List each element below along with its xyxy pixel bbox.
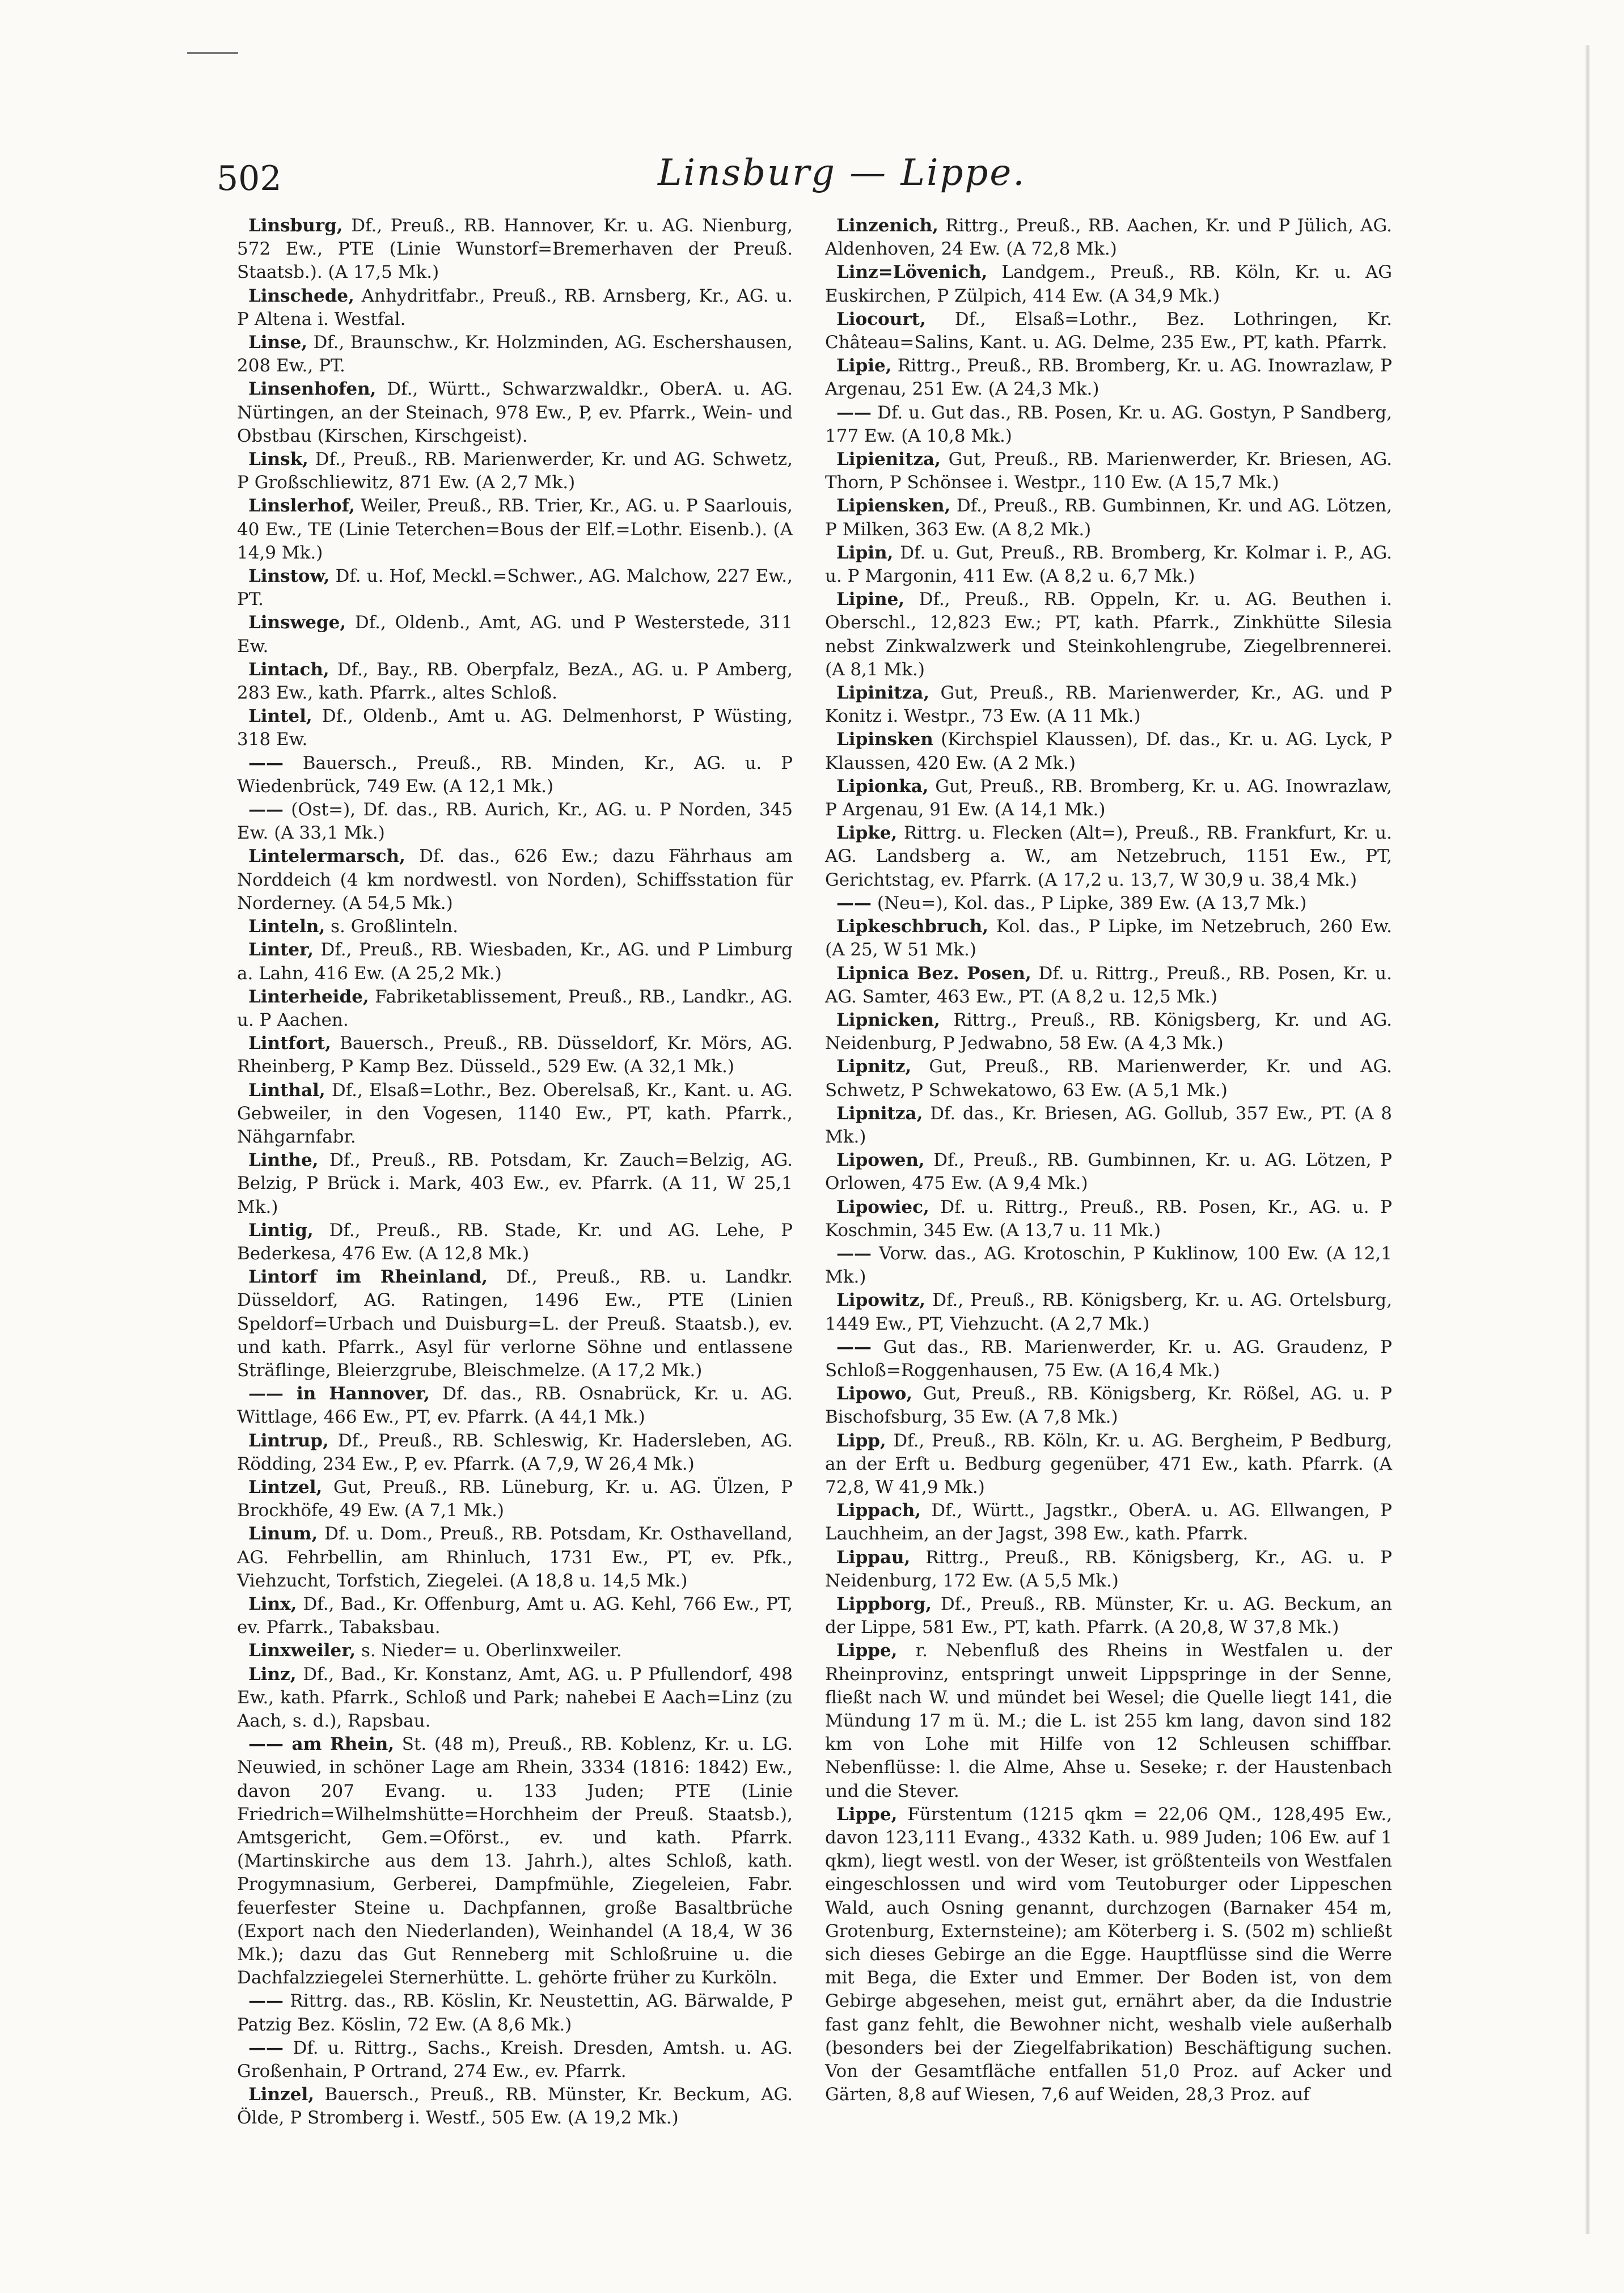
entry-text: s. Nieder= u. Oberlinxweiler. bbox=[356, 1640, 622, 1661]
entry-headword: Lipke, bbox=[836, 823, 898, 844]
entry-headword: Linteln, bbox=[248, 916, 325, 937]
dictionary-entry bbox=[825, 401, 1392, 448]
entry-text: Df., Bad., Kr. Offenburg, Amt u. AG. Kehl, 766 Ew., PT, ev. Pfarrk., Tabaksbau. bbox=[237, 1593, 793, 1638]
dictionary-entry bbox=[825, 1639, 1392, 1803]
entry-text: Df. u. Rittrg., Preuß., RB. Posen, Kr. u. AG. Samter, 463 Ew., PT. (A 8,2 u. 12,5 Mk.) bbox=[825, 963, 1392, 1007]
entry-text: Df., Preuß., RB. Hannover, Kr. u. AG. Nienburg, 572 Ew., PTE (Linie Wunstorf=Bremerhaven der Preuß. Staatsb.). (A 17,5 Mk.) bbox=[237, 215, 793, 283]
dictionary-entry bbox=[237, 1382, 793, 1429]
page-number: 502 bbox=[217, 159, 282, 198]
dictionary-entry bbox=[825, 1336, 1392, 1382]
dictionary-entry bbox=[825, 354, 1392, 401]
top-rule bbox=[187, 52, 238, 54]
dictionary-entry bbox=[237, 915, 793, 938]
entry-text: Anhydritfabr., Preuß., RB. Arnsberg, Kr., AG. u. P Altena i. Westfal. bbox=[237, 285, 793, 329]
entry-text: Df., Preuß., RB. u. Landkr. Düsseldorf, AG. Ratingen, 1496 Ew., PTE (Linien Speldorf=Urbach und Duisburg=L. der Preuß. Staatsb.), ev. und kath. Pfarrk., Asyl für verlorne Söhne und entlassene Sträflinge, Bleierzgrube, Bleischmelze. (A 17,2 Mk.) bbox=[237, 1267, 793, 1381]
dictionary-entry bbox=[237, 494, 793, 565]
entry-text: Df. das., 626 Ew.; dazu Fährhaus am Norddeich (4 km nordwestl. von Norden), Schiffsstation für Norderney. (A 54,5 Mk.) bbox=[237, 846, 793, 913]
entry-headword: —— bbox=[248, 1991, 284, 2012]
entry-headword: Lippach, bbox=[836, 1500, 921, 1521]
entry-headword: Lipine, bbox=[836, 589, 905, 610]
entry-headword: Linsk, bbox=[248, 449, 308, 470]
entry-headword: Lipowen, bbox=[836, 1150, 925, 1171]
entry-text: Df. das., RB. Osnabrück, Kr. u. AG. Wittlage, 466 Ew., PT, ev. Pfarrk. (A 44,1 Mk.) bbox=[237, 1384, 793, 1428]
entry-text: Rittrg., Preuß., RB. Königsberg, Kr. und AG. Neidenburg, P Jedwabno, 58 Ew. (A 4,3 Mk.) bbox=[825, 1009, 1392, 1054]
entry-text: (Neu=), Kol. das., P Lipke, 389 Ew. (A 13,7 Mk.) bbox=[872, 892, 1307, 913]
dictionary-entry bbox=[237, 705, 793, 751]
entry-headword: Lipinitza, bbox=[836, 683, 930, 704]
entry-text: Bauersch., Preuß., RB. Düsseldorf, Kr. Mörs, AG. Rheinberg, P Kamp Bez. Düsseld., 529 Ew. (A 32,1 Mk.) bbox=[237, 1033, 793, 1077]
entry-text: Df., Preuß., RB. Stade, Kr. und AG. Lehe, P Bederkesa, 476 Ew. (A 12,8 Mk.) bbox=[237, 1220, 793, 1264]
entry-headword: Lipp, bbox=[836, 1430, 886, 1451]
dictionary-entry bbox=[237, 1522, 793, 1593]
dictionary-entry bbox=[237, 1639, 793, 1662]
dictionary-entry bbox=[825, 1429, 1392, 1500]
dictionary-entry bbox=[237, 1663, 793, 1733]
entry-text: Df., Württ., Jagstkr., OberA. u. AG. Ellwangen, P Lauchheim, an der Jagst, 398 Ew., kath. Pfarrk. bbox=[825, 1500, 1392, 1545]
entry-headword: —— bbox=[248, 799, 284, 820]
dictionary-entry bbox=[825, 1803, 1392, 2107]
entry-headword: —— bbox=[836, 892, 872, 913]
dictionary-entry bbox=[237, 1032, 793, 1078]
entry-text: Gut, Preuß., RB. Lüneburg, Kr. u. AG. Ülzen, P Brockhöfe, 49 Ew. (A 7,1 Mk.) bbox=[237, 1477, 793, 1521]
entry-text: r. Nebenfluß des Rheins in Westfalen u. der Rheinprovinz, entspringt unweit Lippspringe in der Senne, fließt nach W. und mündet bei Wesel; die Quelle liegt 141, die Mündung 17 m ü. M.; die L. ist 255 km lang, davon sind 182 km von Lohe mit Hilfe von 12 Schleusen schiffbar. Nebenflüsse: l. die Alme, Ahse u. Seseke; r. der Haustenbach und die Stever. bbox=[825, 1640, 1392, 1801]
entry-headword: —— bbox=[248, 752, 284, 773]
dictionary-entry bbox=[825, 1546, 1392, 1593]
entry-text: Df., Bay., RB. Oberpfalz, BezA., AG. u. P Amberg, 283 Ew., kath. Pfarrk., altes Schloß. bbox=[237, 659, 793, 704]
dictionary-entry bbox=[237, 331, 793, 378]
entry-headword: Lippe, bbox=[836, 1640, 898, 1661]
entry-text: Fabriketablissement, Preuß., RB., Landkr., AG. u. P Aachen. bbox=[237, 986, 793, 1030]
entry-headword: Linxweiler, bbox=[248, 1640, 356, 1661]
entry-headword: Lipiensken, bbox=[836, 496, 951, 517]
entry-headword: Lipie, bbox=[836, 356, 892, 376]
dictionary-entry bbox=[825, 308, 1392, 354]
entry-text: Df., Württ., Schwarzwaldkr., OberA. u. AG. Nürtingen, an der Steinach, 978 Ew., P, ev. Pfarrk., Wein- und Obstbau (Kirschen, Kirschgeist). bbox=[237, 379, 793, 446]
entry-headword: Liocourt, bbox=[836, 308, 926, 329]
entry-headword: —— in Hannover, bbox=[248, 1384, 430, 1404]
dictionary-entry bbox=[237, 2037, 793, 2083]
dictionary-entry bbox=[237, 1266, 793, 1382]
dictionary-entry bbox=[825, 962, 1392, 1009]
entry-headword: Lintfort, bbox=[248, 1033, 331, 1054]
entry-headword: Linswege, bbox=[248, 612, 346, 633]
entry-text: (Ost=), Df. das., RB. Aurich, Kr., AG. u. P Norden, 345 Ew. (A 33,1 Mk.) bbox=[237, 799, 793, 844]
entry-text: Df. u. Dom., Preuß., RB. Potsdam, Kr. Osthavelland, AG. Fehrbellin, am Rhinluch, 1731 Ew., PT, ev. Pfk., Viehzucht, Torfstich, Ziegelei. (A 18,8 u. 14,5 Mk.) bbox=[237, 1524, 793, 1591]
dictionary-entry bbox=[237, 1733, 793, 1990]
dictionary-entry bbox=[825, 588, 1392, 682]
entry-headword: Linterheide, bbox=[248, 986, 369, 1007]
entry-headword: —— bbox=[836, 1243, 872, 1264]
entry-headword: Lipionka, bbox=[836, 776, 929, 797]
entry-text: Vorw. das., AG. Krotoschin, P Kuklinow, 100 Ew. (A 12,1 Mk.) bbox=[825, 1243, 1392, 1288]
entry-headword: Linslerhof, bbox=[248, 496, 356, 517]
entry-text: Gut, Preuß., RB. Marienwerder, Kr. und AG. Schwetz, P Schwekatowo, 63 Ew. (A 5,1 Mk.) bbox=[825, 1056, 1392, 1101]
dictionary-entry bbox=[825, 1055, 1392, 1102]
entry-headword: Lipienitza, bbox=[836, 449, 941, 470]
entry-text: Df., Braunschw., Kr. Holzminden, AG. Eschershausen, 208 Ew., PT. bbox=[237, 332, 793, 376]
entry-headword: Linz=Lövenich, bbox=[836, 262, 988, 283]
dictionary-entry bbox=[237, 798, 793, 845]
entry-headword: Lipin, bbox=[836, 542, 894, 563]
entry-headword: Lintrup, bbox=[248, 1430, 329, 1451]
dictionary-entry bbox=[825, 775, 1392, 822]
dictionary-entry bbox=[237, 1079, 793, 1149]
dictionary-entry bbox=[237, 1476, 793, 1522]
entry-text: Df. u. Rittrg., Sachs., Kreish. Dresden, Amtsh. u. AG. Großenhain, P Ortrand, 274 Ew., ev. Pfarrk. bbox=[237, 2037, 793, 2082]
entry-text: Bauersch., Preuß., RB. Münster, Kr. Beckum, AG. Ölde, P Stromberg i. Westf., 505 Ew. (A 19,2 Mk.) bbox=[237, 2084, 793, 2129]
dictionary-entry bbox=[825, 1149, 1392, 1195]
dictionary-entry bbox=[825, 728, 1392, 775]
entry-headword: Lipnitza, bbox=[836, 1103, 923, 1124]
entry-headword: —— bbox=[248, 2037, 284, 2058]
dictionary-entry bbox=[237, 658, 793, 705]
right-column bbox=[825, 214, 1392, 2106]
entry-text: Df. u. Gut, Preuß., RB. Bromberg, Kr. Kolmar i. P., AG. u. P Margonin, 411 Ew. (A 8,2 u. 6,7 Mk.) bbox=[825, 542, 1392, 587]
entry-text: Gut das., RB. Marienwerder, Kr. u. AG. Graudenz, P Schloß=Roggenhausen, 75 Ew. (A 16,4 Mk.) bbox=[825, 1336, 1392, 1381]
entry-headword: —— bbox=[836, 402, 872, 423]
entry-text: Df., Preuß., RB. Oppeln, Kr. u. AG. Beuthen i. Oberschl., 12,823 Ew.; PT, kath. Pfarrk., Zinkhütte Silesia nebst Zinkwalzwerk und Steinkohlengrube, Ziegelbrennerei. (A 8,1 Mk.) bbox=[825, 589, 1392, 680]
entry-text: Df., Preuß., RB. Gumbinnen, Kr. und AG. Lötzen, P Milken, 363 Ew. (A 8,2 Mk.) bbox=[825, 496, 1392, 540]
dictionary-entry bbox=[825, 541, 1392, 588]
dictionary-entry bbox=[237, 752, 793, 798]
dictionary-entry bbox=[825, 892, 1392, 915]
entry-text: Df., Preuß., RB. Wiesbaden, Kr., AG. und P Limburg a. Lahn, 416 Ew. (A 25,2 Mk.) bbox=[237, 940, 793, 984]
entry-text: Df., Preuß., RB. Schleswig, Kr. Hadersleben, AG. Rödding, 234 Ew., P, ev. Pfarrk. (A 7,9, W 26,4 Mk.) bbox=[237, 1430, 793, 1474]
entry-headword: Lipowitz, bbox=[836, 1290, 926, 1311]
entry-text: Rittrg., Preuß., RB. Aachen, Kr. und P Jülich, AG. Aldenhoven, 24 Ew. (A 72,8 Mk.) bbox=[825, 215, 1392, 260]
entry-text: Rittrg., Preuß., RB. Bromberg, Kr. u. AG. Inowrazlaw, P Argenau, 251 Ew. (A 24,3 Mk.) bbox=[825, 356, 1392, 400]
entry-headword: Lintorf im Rheinland, bbox=[248, 1267, 488, 1288]
dictionary-entry bbox=[237, 845, 793, 915]
running-head: Linsburg — Lippe. bbox=[658, 152, 1026, 194]
entry-headword: Linsenhofen, bbox=[248, 379, 377, 400]
dictionary-entry bbox=[825, 1499, 1392, 1546]
entry-headword: Lipnicken, bbox=[836, 1009, 940, 1030]
dictionary-entry bbox=[825, 1289, 1392, 1335]
dictionary-entry bbox=[825, 214, 1392, 261]
entry-text: Kol. das., P Lipke, im Netzebruch, 260 Ew. (A 25, W 51 Mk.) bbox=[825, 916, 1392, 961]
dictionary-entry bbox=[237, 1990, 793, 2036]
entry-headword: Lippau, bbox=[836, 1547, 911, 1568]
entry-text: Df., Bad., Kr. Konstanz, Amt, AG. u. P Pfullendorf, 498 Ew., kath. Pfarrk., Schloß und Park; nahebei E Aach=Linz (zu Aach, s. d.), Rapsbau. bbox=[237, 1664, 793, 1731]
entry-headword: Linsburg, bbox=[248, 215, 343, 236]
dictionary-entry bbox=[825, 1009, 1392, 1055]
dictionary-entry bbox=[237, 1429, 793, 1476]
entry-headword: Linse, bbox=[248, 332, 308, 353]
entry-headword: Lipowiec, bbox=[836, 1196, 929, 1217]
entry-text: Gut, Preuß., RB. Königsberg, Kr. Rößel, AG. u. P Bischofsburg, 35 Ew. (A 7,8 Mk.) bbox=[825, 1384, 1392, 1428]
entry-headword: Lippe, bbox=[836, 1804, 898, 1825]
entry-text: Gut, Preuß., RB. Marienwerder, Kr., AG. und P Konitz i. Westpr., 73 Ew. (A 11 Mk.) bbox=[825, 683, 1392, 727]
entry-headword: Linstow, bbox=[248, 566, 330, 587]
dictionary-entry bbox=[237, 938, 793, 985]
entry-text: Df. das., Kr. Briesen, AG. Gollub, 357 Ew., PT. (A 8 Mk.) bbox=[825, 1103, 1392, 1147]
entry-headword: Linum, bbox=[248, 1524, 318, 1545]
left-column bbox=[237, 214, 793, 2130]
dictionary-entry bbox=[825, 822, 1392, 892]
dictionary-entry bbox=[825, 448, 1392, 494]
entry-text: Gut, Preuß., RB. Bromberg, Kr. u. AG. Inowrazlaw, P Argenau, 91 Ew. (A 14,1 Mk.) bbox=[825, 776, 1392, 820]
dictionary-entry bbox=[237, 611, 793, 658]
entry-headword: Lippborg, bbox=[836, 1593, 932, 1614]
dictionary-entry bbox=[825, 1102, 1392, 1149]
dictionary-entry bbox=[825, 1593, 1392, 1639]
entry-headword: Linz, bbox=[248, 1664, 297, 1685]
entry-text: Df., Elsaß=Lothr., Bez. Oberelsaß, Kr., Kant. u. AG. Gebweiler, in den Vogesen, 1140 Ew., PT, kath. Pfarrk., Nähgarnfabr. bbox=[237, 1080, 793, 1147]
entry-text: Df., Preuß., RB. Marienwerder, Kr. und AG. Schwetz, P Großschliewitz, 871 Ew. (A 2,7 Mk.) bbox=[237, 449, 793, 493]
dictionary-entry bbox=[825, 915, 1392, 962]
entry-text: Rittrg., Preuß., RB. Königsberg, Kr., AG. u. P Neidenburg, 172 Ew. (A 5,5 Mk.) bbox=[825, 1547, 1392, 1591]
entry-headword: Lipnica Bez. Posen, bbox=[836, 963, 1031, 984]
entry-headword: Linzel, bbox=[248, 2084, 315, 2105]
entry-text: Df., Preuß., RB. Gumbinnen, Kr. u. AG. Lötzen, P Orlowen, 475 Ew. (A 9,4 Mk.) bbox=[825, 1150, 1392, 1194]
entry-text: Fürstentum (1215 qkm = 22,06 QM., 128,495 Ew., davon 123,111 Evang., 4332 Kath. u. 989 Juden; 106 Ew. auf 1 qkm), liegt westl. von der Weser, ist größtenteils von Westfalen eingeschlossen und wird vom Teutoburger oder Lippeschen Wald, auch Osning genannt, durchzogen (Barnaker 454 m, Grotenburg, Externsteine); am Köterberg i. S. (502 m) schließt sich dieses Gebirge an die Egge. Hauptflüsse sind die Werre mit Bega, die Exter und Emmer. Der Boden ist, von dem Gebirge abgesehen, meist gut, ernährt aber, da die Industrie fast ganz fehlt, die Bewohner nicht, weshalb viele außerhalb (besonders bei der Ziegelfabrikation) Beschäftigung suchen. Von der Gesamtfläche entfallen 51,0 Proz. auf Acker und Gärten, 8,8 auf Wiesen, 7,6 auf Weiden, 28,3 Proz. auf bbox=[825, 1804, 1392, 2105]
entry-text: Df. u. Hof, Meckl.=Schwer., AG. Malchow, 227 Ew., PT. bbox=[237, 566, 793, 610]
dictionary-entry bbox=[825, 1196, 1392, 1242]
dictionary-entry bbox=[237, 985, 793, 1032]
entry-text: Bauersch., Preuß., RB. Minden, Kr., AG. u. P Wiedenbrück, 749 Ew. (A 12,1 Mk.) bbox=[237, 752, 793, 797]
dictionary-entry bbox=[237, 214, 793, 285]
entry-headword: Linx, bbox=[248, 1593, 297, 1614]
entry-text: Df., Preuß., RB. Potsdam, Kr. Zauch=Belzig, AG. Belzig, P Brück i. Mark, 403 Ew., ev. Pfarrk. (A 11, W 25,1 Mk.) bbox=[237, 1150, 793, 1217]
dictionary-entry bbox=[825, 494, 1392, 541]
dictionary-entry bbox=[237, 285, 793, 331]
entry-headword: Lipinsken bbox=[836, 729, 933, 750]
dictionary-entry bbox=[825, 261, 1392, 307]
entry-headword: Linter, bbox=[248, 940, 314, 961]
entry-text: Df. u. Gut das., RB. Posen, Kr. u. AG. Gostyn, P Sandberg, 177 Ew. (A 10,8 Mk.) bbox=[825, 402, 1392, 446]
entry-headword: Lintelermarsch, bbox=[248, 846, 405, 867]
entry-headword: Linschede, bbox=[248, 285, 354, 306]
entry-text: Gut, Preuß., RB. Marienwerder, Kr. Briesen, AG. Thorn, P Schönsee i. Westpr., 110 Ew. (A 15,7 Mk.) bbox=[825, 449, 1392, 493]
entry-headword: —— am Rhein, bbox=[248, 1734, 395, 1755]
page-edge bbox=[1585, 45, 1590, 2234]
entry-text: (Kirchspiel Klaussen), Df. das., Kr. u. AG. Lyck, P Klaussen, 420 Ew. (A 2 Mk.) bbox=[825, 729, 1392, 773]
entry-text: Landgem., Preuß., RB. Köln, Kr. u. AG Euskirchen, P Zülpich, 414 Ew. (A 34,9 Mk.) bbox=[825, 262, 1392, 306]
entry-text: Df., Preuß., RB. Münster, Kr. u. AG. Beckum, an der Lippe, 581 Ew., PT, kath. Pfarrk. (A 20,8, W 37,8 Mk.) bbox=[825, 1593, 1392, 1638]
entry-text: Df., Elsaß=Lothr., Bez. Lothringen, Kr. Château=Salins, Kant. u. AG. Delme, 235 Ew., PT, kath. Pfarrk. bbox=[825, 308, 1392, 353]
entry-headword: Lintzel, bbox=[248, 1477, 323, 1497]
entry-text: Df., Preuß., RB. Köln, Kr. u. AG. Bergheim, P Bedburg, an der Erft u. Bedburg gegenüber, 471 Ew., kath. Pfarrk. (A 72,8, W 41,9 Mk.) bbox=[825, 1430, 1392, 1497]
entry-headword: Linthe, bbox=[248, 1150, 319, 1171]
dictionary-entry bbox=[237, 1149, 793, 1219]
dictionary-entry bbox=[237, 1219, 793, 1266]
dictionary-entry bbox=[237, 1593, 793, 1639]
entry-text: St. (48 m), Preuß., RB. Koblenz, Kr. u. LG. Neuwied, in schöner Lage am Rhein, 3334 (1816: 1842) Ew., davon 207 Evang. u. 133 Juden; PTE (Linie Friedrich=Wilhelmshütte=Horchheim der Preuß. Staatsb.), Amtsgericht, Gem.=Oförst., ev. und kath. Pfarrk. (Martinskirche aus dem 13. Jahrh.), altes Schloß, kath. Progymnasium, Gerberei, Dampfmühle, Ziegeleien, Fabr. feuerfester Steine u. Dachpfannen, große Basaltbrüche (Export nach den Niederlanden), Weinhandel (A 18,4, W 36 Mk.); dazu das Gut Renneberg mit Schloßruine u. die Dachfalzziegelei Sternerhütte. L. gehörte früher zu Kurköln. bbox=[237, 1734, 793, 1989]
entry-headword: Lipkeschbruch, bbox=[836, 916, 989, 937]
entry-text: Df., Oldenb., Amt u. AG. Delmenhorst, P Wüsting, 318 Ew. bbox=[237, 706, 793, 750]
entry-text: Weiler, Preuß., RB. Trier, Kr., AG. u. P Saarlouis, 40 Ew., TE (Linie Teterchen=Bous der Elf.=Lothr. Eisenb.). (A 14,9 Mk.) bbox=[237, 496, 793, 563]
entry-text: s. Großlinteln. bbox=[325, 916, 459, 937]
entry-headword: Linzenich, bbox=[836, 215, 938, 236]
entry-headword: Linthal, bbox=[248, 1080, 325, 1101]
dictionary-entry bbox=[825, 682, 1392, 728]
entry-text: Df., Preuß., RB. Königsberg, Kr. u. AG. Ortelsburg, 1449 Ew., PT, Viehzucht. (A 2,7 Mk.) bbox=[825, 1290, 1392, 1334]
dictionary-entry bbox=[825, 1382, 1392, 1429]
entry-headword: Lintach, bbox=[248, 659, 329, 680]
dictionary-entry bbox=[237, 2083, 793, 2130]
entry-headword: Lipowo, bbox=[836, 1384, 913, 1404]
entry-text: Df. u. Rittrg., Preuß., RB. Posen, Kr., AG. u. P Koschmin, 345 Ew. (A 13,7 u. 11 Mk.) bbox=[825, 1196, 1392, 1241]
entry-headword: —— bbox=[836, 1336, 872, 1357]
dictionary-entry bbox=[237, 565, 793, 611]
entry-text: Rittrg. das., RB. Köslin, Kr. Neustettin, AG. Bärwalde, P Patzig Bez. Köslin, 72 Ew. (A 8,6 Mk.) bbox=[237, 1991, 793, 2035]
dictionary-entry bbox=[237, 448, 793, 494]
dictionary-entry bbox=[825, 1242, 1392, 1289]
entry-headword: Lipnitz, bbox=[836, 1056, 912, 1077]
entry-headword: Lintel, bbox=[248, 706, 312, 727]
entry-headword: Lintig, bbox=[248, 1220, 314, 1241]
dictionary-entry bbox=[237, 378, 793, 448]
entry-text: Rittrg. u. Flecken (Alt=), Preuß., RB. Frankfurt, Kr. u. AG. Landsberg a. W., am Netzebruch, 1151 Ew., PT, Gerichtstag, ev. Pfarrk. (A 17,2 u. 13,7, W 30,9 u. 38,4 Mk.) bbox=[825, 823, 1392, 890]
entry-text: Df., Oldenb., Amt, AG. und P Westerstede, 311 Ew. bbox=[237, 612, 793, 657]
